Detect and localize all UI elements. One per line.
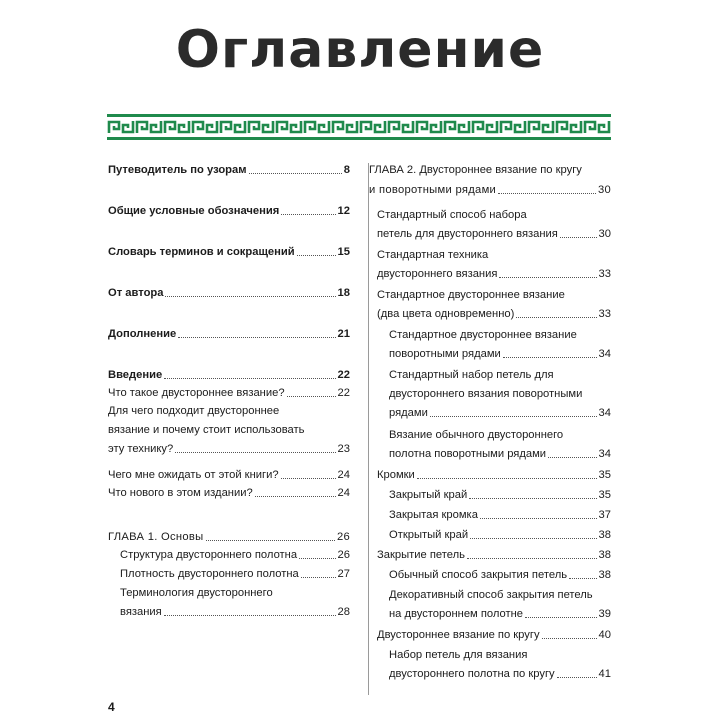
toc-entry-title: Плотность двустороннего полотна [120, 568, 299, 580]
toc-page-number: 33 [598, 268, 611, 280]
toc-entry-title: эту технику? [108, 443, 174, 455]
ornament-motif [165, 121, 189, 133]
toc-entry-title: двустороннего полотна по кругу [389, 668, 555, 680]
toc-right-column [368, 163, 611, 695]
toc-entry-title: Открытый край [389, 529, 469, 541]
ornament-motif [221, 121, 245, 133]
toc-page-number: 27 [337, 568, 350, 580]
toc-entry[interactable] [369, 208, 611, 241]
toc-page-number: 18 [337, 287, 350, 299]
toc-page-number: 35 [598, 469, 611, 481]
toc-entry-line: Терминология двустороннего [120, 587, 273, 599]
toc-page-number: 24 [337, 487, 350, 499]
toc-entry-line: Набор петель для вязания [389, 649, 528, 661]
toc-entry[interactable] [369, 163, 611, 197]
toc-page-number: 26 [336, 531, 350, 543]
toc-entry-line: вязание и почему стоит использовать [108, 424, 305, 436]
toc-entry-line: Стандартное двустороннее вязание [377, 289, 565, 301]
toc-entry[interactable] [108, 204, 350, 218]
toc-entry-title: ГЛАВА 1. Основы [108, 531, 204, 543]
dot-leader [164, 377, 335, 379]
toc-entry-line: Стандартное двустороннее вязание [389, 329, 577, 341]
toc-entry[interactable] [369, 288, 611, 321]
toc-entry[interactable] [108, 327, 350, 341]
dot-leader [498, 192, 596, 194]
ornament-motif [529, 121, 553, 133]
toc-entry-title: Закрытая кромка [389, 509, 478, 521]
ornament-motif [305, 121, 329, 133]
dot-leader [417, 477, 597, 479]
toc-entry-title: Закрытый край [389, 489, 468, 501]
toc-entry[interactable] [108, 530, 350, 544]
toc-entry-line: Для чего подходит двустороннее [108, 405, 280, 417]
toc-entry[interactable] [369, 248, 611, 281]
toc-page-number: 37 [598, 509, 611, 521]
ornament-motif [137, 121, 161, 133]
toc-entry[interactable] [108, 286, 350, 300]
toc-page-number: 33 [598, 308, 611, 320]
toc-entry[interactable] [369, 328, 611, 361]
toc-page-number: 24 [337, 469, 350, 481]
dot-leader [499, 276, 596, 278]
toc-entry-line: Декоративный способ закрытия петель [389, 589, 593, 601]
toc-entry[interactable] [108, 586, 350, 619]
toc-entry-title: на двустороннем полотне [389, 608, 524, 620]
toc-entry[interactable] [108, 368, 350, 382]
ornament-motif [109, 121, 133, 133]
toc-page-number: 30 [598, 228, 611, 240]
dot-leader [301, 576, 336, 578]
ornament-motif [277, 121, 301, 133]
dot-leader [165, 295, 335, 297]
dot-leader [255, 495, 336, 497]
toc-page-number: 15 [337, 246, 350, 258]
toc-entry[interactable] [369, 648, 611, 681]
dot-leader [569, 577, 596, 579]
dot-leader [516, 316, 596, 318]
dot-leader [297, 254, 336, 256]
toc-page-number: 23 [337, 443, 350, 455]
toc-entry[interactable] [369, 568, 611, 582]
toc-entry[interactable] [369, 488, 611, 502]
toc-entry[interactable] [369, 588, 611, 621]
dot-leader [503, 356, 597, 358]
toc-entry[interactable] [369, 368, 611, 420]
toc-page-number: 8 [343, 164, 350, 176]
toc-entry-title: Закрытие петель [377, 549, 465, 561]
toc-entry-title: Структура двустороннего полотна [120, 549, 298, 561]
ornament-motif [193, 121, 217, 133]
toc-entry-title: Что нового в этом издании? [108, 487, 253, 499]
dot-leader [557, 676, 597, 678]
ornament-motif [445, 121, 469, 133]
dot-leader [480, 517, 597, 519]
dot-leader [281, 213, 335, 215]
dot-leader [542, 637, 597, 639]
dot-leader [281, 477, 336, 479]
dot-leader [164, 614, 336, 616]
dot-leader [249, 172, 342, 174]
toc-entry[interactable] [369, 528, 611, 542]
toc-entry-title: От автора [108, 287, 164, 299]
toc-entry[interactable] [108, 386, 350, 400]
dot-leader [548, 456, 596, 458]
ornament-motif [361, 121, 385, 133]
toc-entry-title: петель для двустороннего вязания [377, 228, 558, 240]
dot-leader [560, 236, 597, 238]
ornament-motif [249, 121, 273, 133]
toc-entry-title: полотна поворотными рядами [389, 448, 547, 460]
toc-entry[interactable] [369, 548, 611, 562]
ornament-motif [333, 121, 357, 133]
toc-page-number: 41 [598, 668, 611, 680]
dot-leader [287, 395, 336, 397]
toc-entry-title: Словарь терминов и сокращений [108, 246, 295, 258]
toc-entry[interactable] [108, 468, 350, 482]
dot-leader [206, 539, 335, 541]
ornament-motif [557, 121, 581, 133]
toc-entry-title: Дополнение [108, 328, 177, 340]
toc-page-number: 30 [597, 184, 611, 196]
toc-page-number: 38 [598, 529, 611, 541]
toc-entry[interactable] [108, 245, 350, 259]
toc-entry[interactable] [108, 548, 350, 562]
ornament-motif [585, 121, 609, 133]
toc-entry[interactable] [369, 628, 611, 642]
dot-leader [470, 537, 596, 539]
toc-page-number: 22 [337, 369, 350, 381]
toc-page-number: 38 [598, 569, 611, 581]
page-number: 4 [108, 700, 115, 714]
dot-leader [430, 415, 597, 417]
toc-page-number: 40 [598, 629, 611, 641]
toc-entry-line: Стандартный набор петель для [389, 369, 554, 381]
toc-page-number: 12 [337, 205, 350, 217]
toc-entry-line: Стандартный способ набора [377, 209, 527, 221]
ornament-motif [501, 121, 525, 133]
toc-entry[interactable] [108, 163, 350, 177]
toc-entry-line: двустороннего вязания поворотными [389, 388, 583, 400]
toc-page-number: 38 [598, 549, 611, 561]
dot-leader [525, 616, 597, 618]
toc-entry-title: Путеводитель по узорам [108, 164, 247, 176]
toc-entry-title: Обычный способ закрытия петель [389, 569, 568, 581]
toc-entry-title: поворотными рядами [389, 348, 501, 360]
toc-entry[interactable] [108, 404, 350, 456]
toc-entry-title: Общие условные обозначения [108, 205, 280, 217]
dot-leader [175, 451, 335, 453]
toc-entry[interactable] [369, 428, 611, 461]
toc-page-number: 39 [598, 608, 611, 620]
toc-entry-title: Что такое двустороннее вязание? [108, 387, 285, 399]
green-ornament-border [107, 114, 611, 140]
dot-leader [469, 497, 596, 499]
toc-entry-title: Чего мне ожидать от этой книги? [108, 469, 279, 481]
ornament-motif [473, 121, 497, 133]
toc-entry-title: Двустороннее вязание по кругу [377, 629, 540, 641]
ornament-motif [417, 121, 441, 133]
dot-leader [299, 557, 335, 559]
toc-page-number: 26 [337, 549, 350, 561]
toc-entry-title: (два цвета одновременно) [377, 308, 515, 320]
ornament-motif [389, 121, 413, 133]
toc-entry-title: рядами [389, 407, 428, 419]
toc-entry-title: и поворотными рядами [369, 184, 497, 196]
toc-entry-line: ГЛАВА 2. Двустороннее вязание по кругу [369, 164, 582, 176]
toc-entry[interactable] [369, 468, 611, 482]
toc-entry-line: Вязание обычного двустороннего [389, 429, 564, 441]
toc-entry-title: Кромки [377, 469, 415, 481]
dot-leader [467, 557, 597, 559]
toc-entry-line: Стандартная техника [377, 249, 489, 261]
toc-page-number: 35 [598, 489, 611, 501]
toc-entry-title: вязания [120, 606, 162, 618]
toc-page-number: 34 [598, 348, 611, 360]
page-title: Оглавление [175, 20, 545, 80]
toc-entry[interactable] [108, 567, 350, 581]
toc-page-number: 34 [598, 448, 611, 460]
toc-page-number: 21 [337, 328, 350, 340]
toc-entry[interactable] [108, 486, 350, 500]
toc-page-number: 28 [337, 606, 350, 618]
toc-entry-title: Введение [108, 369, 163, 381]
toc-page-number: 34 [598, 407, 611, 419]
dot-leader [178, 336, 335, 338]
toc-entry-title: двустороннего вязания [377, 268, 498, 280]
toc-page-number: 22 [337, 387, 350, 399]
toc-entry[interactable] [369, 508, 611, 522]
